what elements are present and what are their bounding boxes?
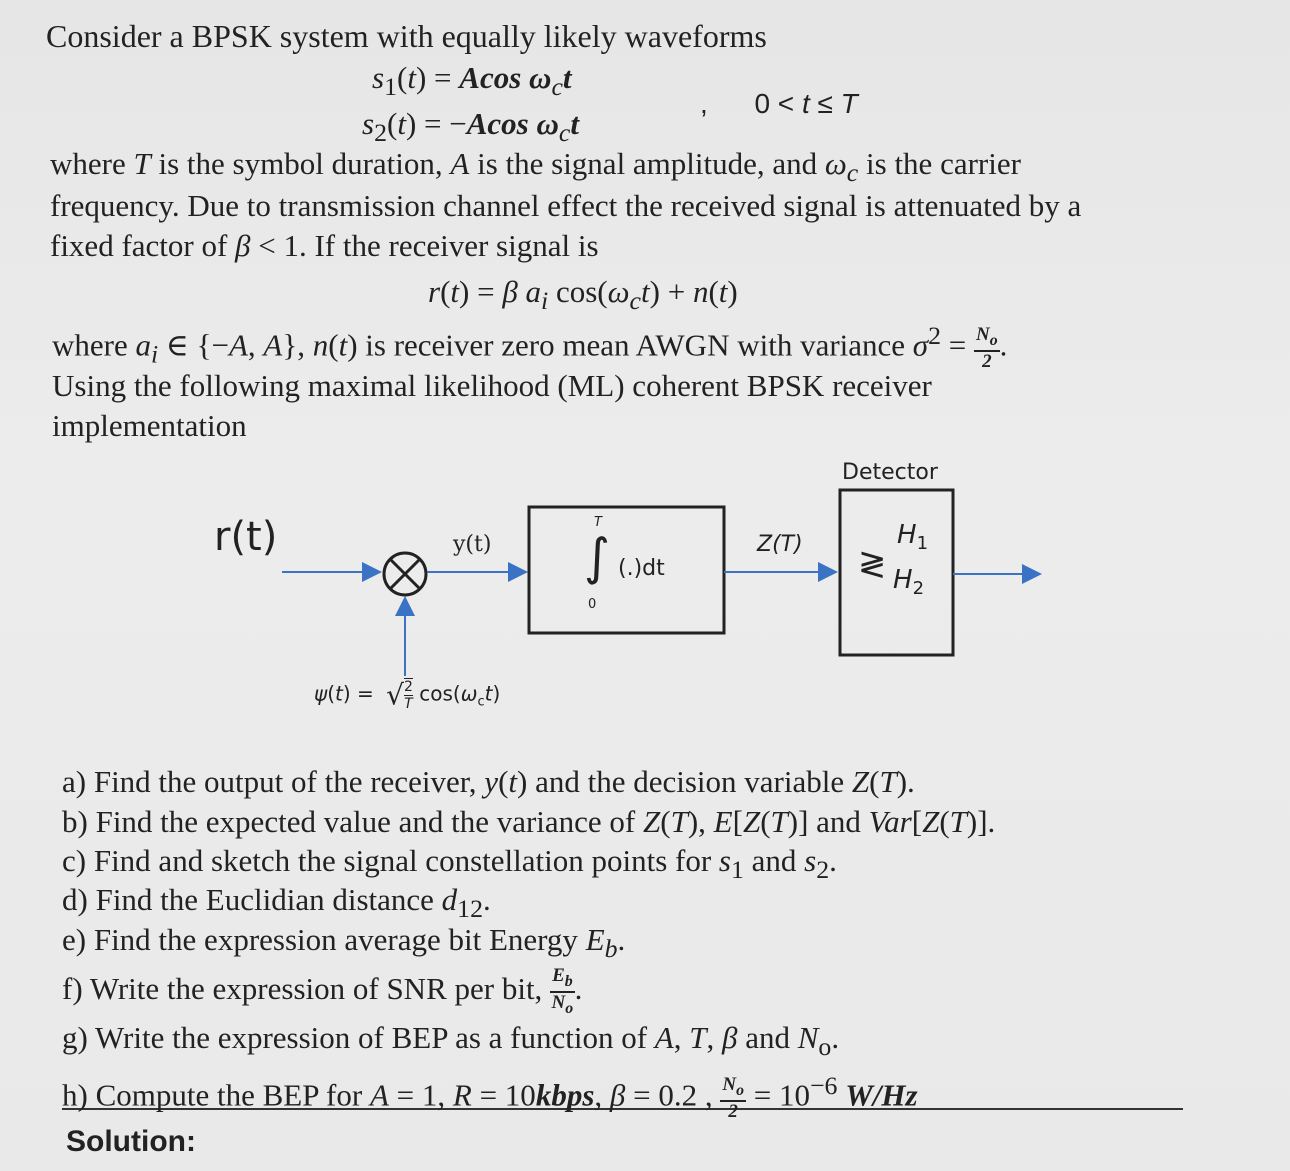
- equation-range: , 0 < t ≤ T: [700, 88, 858, 119]
- integrator-output-label: Z(T): [757, 532, 803, 557]
- integrator-label: (.)dt: [618, 556, 665, 581]
- integrator-lower-limit: 0: [588, 597, 597, 612]
- equation-s2: $s_2(t) = -Acos$ $\omega_ct$: [362, 106, 580, 148]
- detector-h1: $H_1$: [897, 520, 929, 555]
- input-label: r(t): [214, 514, 278, 560]
- paragraph-2-line-3: implementation: [52, 408, 247, 443]
- solution-label: Solution:: [66, 1125, 196, 1158]
- question-c: c) Find and sketch the signal constellation points for $s_1$ and $s_2$.: [62, 843, 837, 885]
- question-a: a) Find the output of the receiver, y(t) and the decision variable Z(T).: [62, 764, 915, 799]
- detector-symbol: ≷: [858, 544, 887, 584]
- paragraph-1-line-2: frequency. Due to transmission channel effect the received signal is attenuated by a: [50, 188, 1082, 223]
- multiplier-icon: [384, 553, 426, 595]
- question-h: h) Compute the BEP for A = 1, R = 10kbps, β = 0.2 , $\frac{N_o}{2}$ = $10^{-6}$ W/Hz: [62, 1071, 918, 1123]
- integrator-symbol: ∫: [584, 528, 611, 586]
- detector-h2: $H_2$: [893, 565, 925, 600]
- question-e: e) Find the expression average bit Energy $E_b$.: [62, 922, 626, 964]
- integrator-upper-limit: T: [594, 515, 602, 530]
- paragraph-2-line-2: Using the following maximal likelihood (ML) coherent BPSK receiver: [52, 368, 932, 403]
- equation-received-signal: r(t) = β $a_i$ $\cos(\omega_ct) + n(t)$: [428, 274, 738, 316]
- equation-s1: $s_1(t) = Acos$ $\omega_ct$: [372, 60, 572, 102]
- paragraph-2-line-1: where $a_i$ ∈ {−A, A}, n(t) is receiver zero mean AWGN with variance $\sigma^2$ = $\frac{N_o}{2}$ .: [52, 321, 1008, 373]
- paragraph-1-line-3: fixed factor of β < 1. If the receiver signal is: [50, 228, 599, 263]
- basis-function-label: ψ(t) = √ $\frac{2}{T}$ $\cos(\omega_ct)$: [314, 678, 501, 712]
- question-b: b) Find the expected value and the variance of Z(T), E[Z(T)] and Var[Z(T)].: [62, 804, 996, 839]
- intro-text: Consider a BPSK system with equally likely waveforms: [46, 18, 767, 54]
- detector-title: Detector: [842, 460, 938, 485]
- paragraph-1-line-1: where T is the symbol duration, A is the signal amplitude, and $\omega_c$ is the carrier: [50, 146, 1021, 188]
- question-g: g) Write the expression of BEP as a function of A, T, β and $N_o$.: [62, 1020, 840, 1062]
- question-f: f) Write the expression of SNR per bit, $\frac{E_b}{N_o}$ .: [62, 965, 583, 1017]
- multiplier-output-label: y(t): [453, 532, 492, 557]
- question-d: d) Find the Euclidian distance $d_{12}$.: [62, 882, 491, 924]
